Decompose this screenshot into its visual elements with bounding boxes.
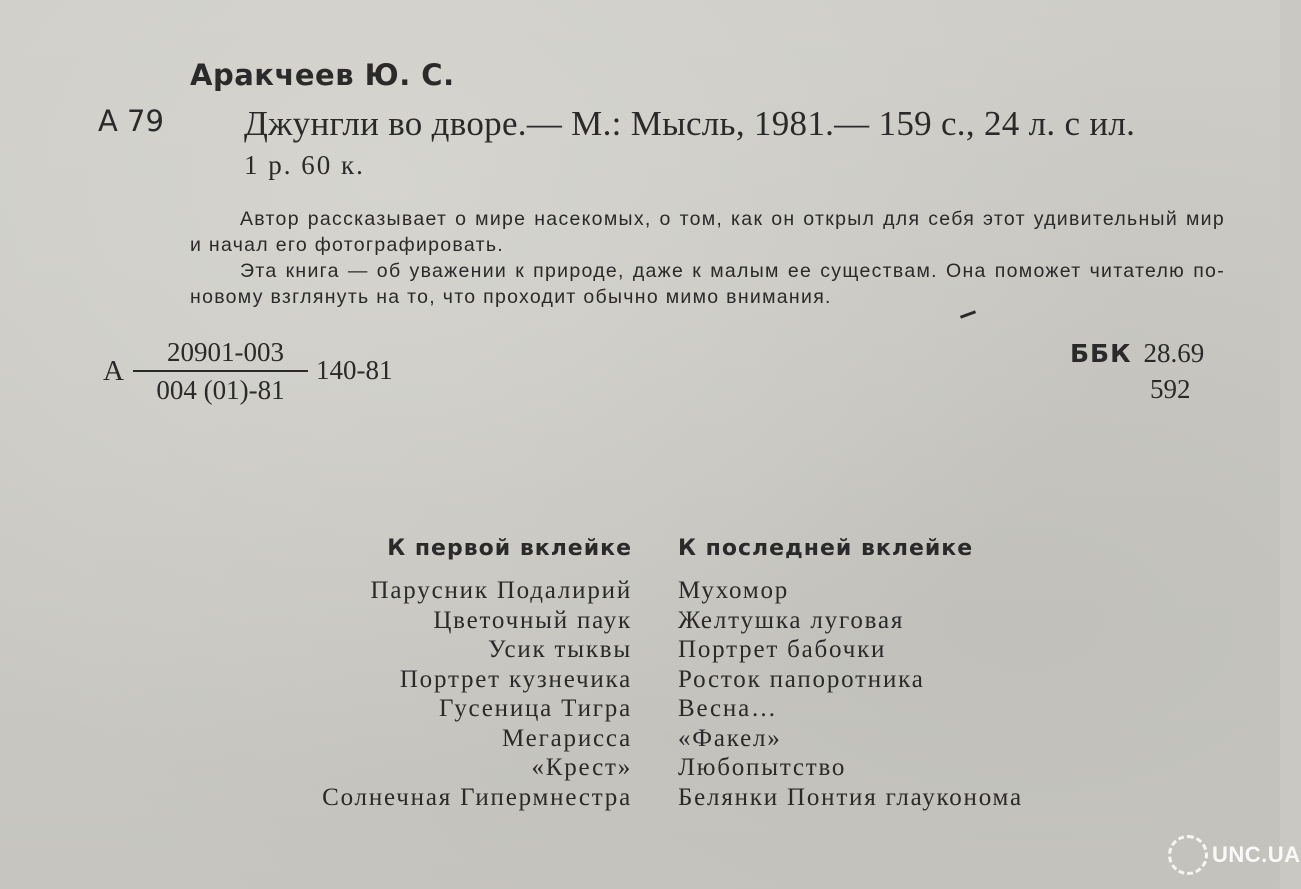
bbk-value: 28.69 bbox=[1143, 338, 1205, 368]
fraction-bar bbox=[133, 370, 308, 372]
book-price: 1 р. 60 к. bbox=[244, 150, 365, 180]
list-item: Желтушка луговая bbox=[678, 606, 905, 634]
list-item: «Факел» bbox=[678, 724, 782, 752]
classification-fraction bbox=[133, 336, 308, 406]
fraction-numerator: 20901-003 bbox=[167, 337, 284, 367]
ink-mark bbox=[960, 310, 976, 318]
first-insert-heading: К первой вклейке bbox=[387, 536, 632, 561]
list-item: Мухомор bbox=[678, 577, 790, 604]
list-item: Портрет кузнечика bbox=[399, 665, 632, 693]
list-item: Белянки Понтия глауконома bbox=[678, 783, 1023, 811]
list-item: Солнечная Гипермнестра bbox=[322, 783, 632, 811]
annotation bbox=[190, 206, 1225, 310]
bbk-code bbox=[1070, 338, 1204, 369]
list-item: Усик тыквы bbox=[487, 636, 632, 663]
list-item: Цветочный паук bbox=[433, 606, 632, 634]
author-name: Аракчеев Ю. С. bbox=[190, 58, 455, 92]
fraction-denominator: 004 (01)-81 bbox=[156, 375, 285, 405]
bbk-author-sign: 592 bbox=[1150, 374, 1191, 404]
list-item: Портрет бабочки bbox=[678, 636, 887, 663]
list-item: Весна… bbox=[678, 695, 778, 722]
list-item: Любопытство bbox=[678, 754, 847, 781]
annotation-paragraph: Эта книга — об уважении к природе, даже к малым ее существам. Она поможет читателю по-новому взглянуть на то, что проходит обычно мимо внимания. bbox=[190, 260, 1225, 308]
book-title-line: Джунгли во дворе.— М.: Мысль, 1981.— 159 с., 24 л. с ил. bbox=[244, 104, 1136, 143]
watermark bbox=[1168, 830, 1301, 880]
classification-letter: А bbox=[103, 355, 124, 387]
sun-logo-icon bbox=[1168, 835, 1208, 875]
watermark-text: UNC.UA bbox=[1212, 842, 1301, 867]
list-item: Гусеница Тигра bbox=[438, 695, 632, 722]
bbk-label: ББК bbox=[1070, 339, 1132, 368]
list-item: Мегарисса bbox=[501, 724, 632, 752]
last-insert-heading: К последней вклейке bbox=[678, 536, 974, 561]
last-insert-list bbox=[678, 532, 1023, 812]
list-item: «Крест» bbox=[531, 754, 632, 781]
list-item: Парусник Подалирий bbox=[370, 577, 632, 604]
catalog-index: А 79 bbox=[98, 104, 164, 138]
order-code: 140-81 bbox=[316, 355, 393, 385]
annotation-paragraph: Автор рассказывает о мире насекомых, о том, как он открыл для себя этот удивительный мир и начал его фотографировать. bbox=[190, 208, 1225, 256]
list-item: Росток папоротника bbox=[678, 665, 925, 693]
first-insert-list bbox=[322, 532, 632, 812]
